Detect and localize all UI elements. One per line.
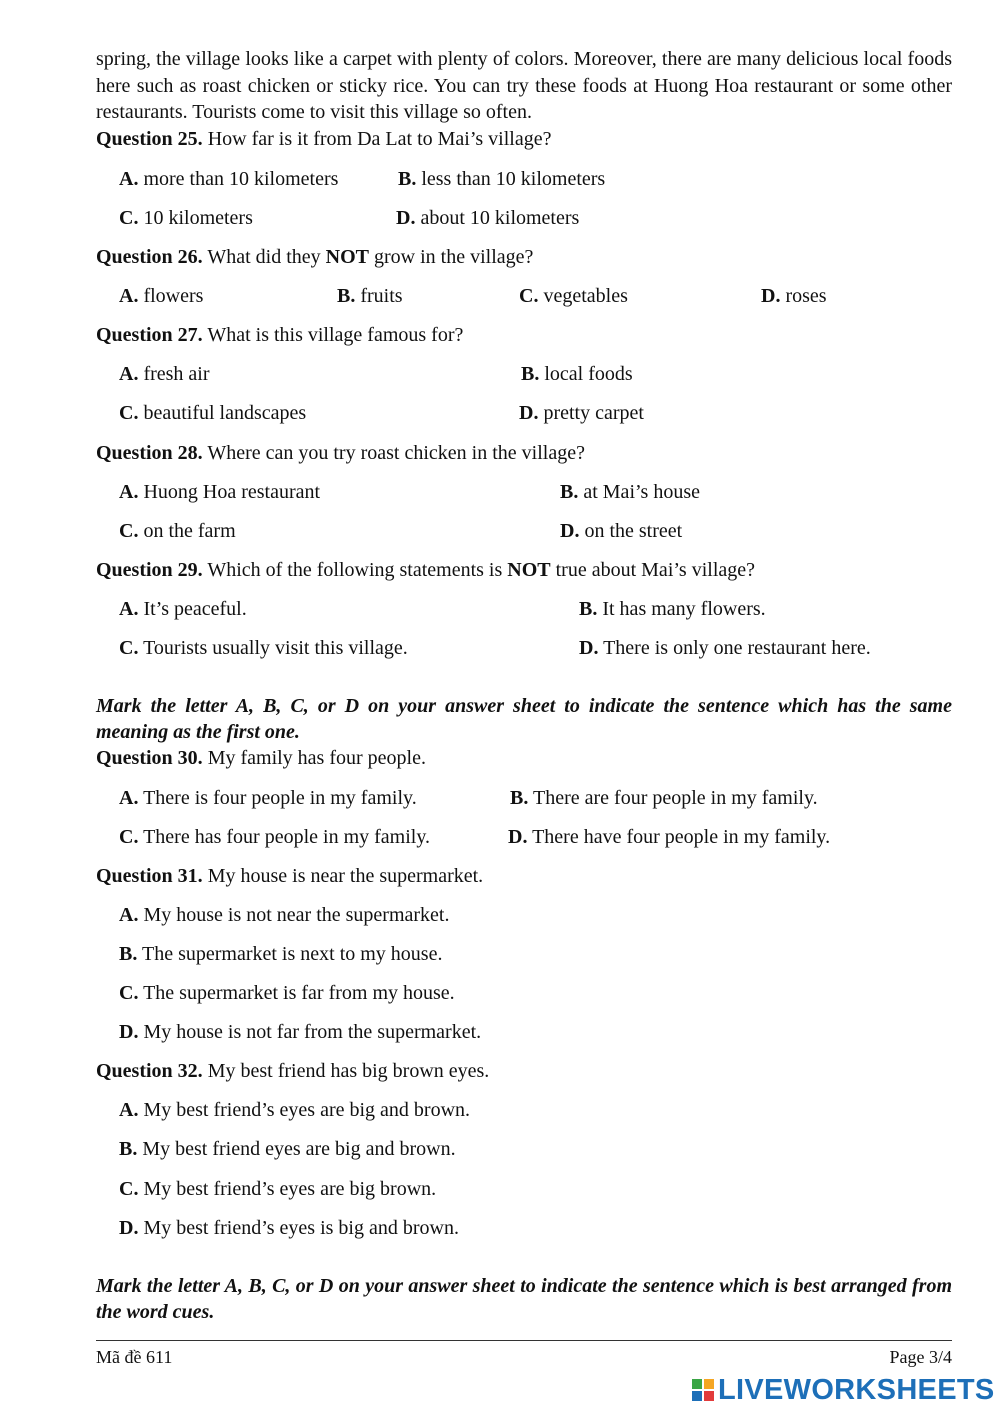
q25-option-d[interactable] <box>396 205 579 231</box>
section-instruction: Mark the letter A, B, C, or D on your answer sheet to indicate the sentence which is best arranged from the word cues. <box>96 1275 952 1323</box>
q29-option-c[interactable] <box>119 635 408 661</box>
option-letter: D. <box>396 207 416 229</box>
question-30 <box>96 745 426 771</box>
option-letter: B. <box>521 363 540 385</box>
question-27 <box>96 322 463 348</box>
option-letter: C. <box>119 1178 139 1200</box>
q28-option-c[interactable] <box>119 518 236 544</box>
option-letter: C. <box>119 520 139 542</box>
option-text: 10 kilometers <box>138 207 253 229</box>
question-28 <box>96 440 585 466</box>
q26-option-d[interactable] <box>761 283 827 309</box>
q27-option-a[interactable] <box>119 361 210 387</box>
q27-option-c[interactable] <box>119 400 306 426</box>
option-text: My best friend’s eyes are big brown. <box>138 1178 437 1200</box>
option-text: on the farm <box>138 520 236 542</box>
q31-option-b[interactable] <box>119 941 442 967</box>
question-label: Question 27. <box>96 324 203 346</box>
q32-option-d[interactable] <box>119 1215 459 1241</box>
option-text: My best friend’s eyes is big and brown. <box>138 1217 459 1239</box>
option-letter: B. <box>579 598 598 620</box>
option-letter: A. <box>119 363 139 385</box>
question-text: What is this village famous for? <box>202 324 464 346</box>
q28-option-a[interactable] <box>119 479 320 505</box>
option-text: pretty carpet <box>538 402 644 424</box>
question-label: Question 26. <box>96 246 203 268</box>
option-letter: D. <box>761 285 781 307</box>
logo-text: LIVEWORKSHEETS <box>718 1373 995 1406</box>
option-text: beautiful landscapes <box>138 402 307 424</box>
page-number: Page 3/4 <box>889 1347 952 1367</box>
option-text: vegetables <box>538 285 628 307</box>
option-text: Tourists usually visit this village. <box>138 637 408 659</box>
q26-option-a[interactable] <box>119 283 203 309</box>
question-emphasis: NOT <box>325 246 369 268</box>
option-text: local foods <box>539 363 633 385</box>
q26-option-c[interactable] <box>519 283 628 309</box>
q25-option-c[interactable] <box>119 205 253 231</box>
option-text: It has many flowers. <box>597 598 766 620</box>
option-letter: B. <box>510 787 529 809</box>
option-letter: D. <box>119 1021 139 1043</box>
option-text: There have four people in my family. <box>527 826 831 848</box>
option-text: It’s peaceful. <box>138 598 247 620</box>
option-letter: A. <box>119 598 139 620</box>
q32-option-c[interactable] <box>119 1176 436 1202</box>
question-text: What did they <box>202 246 326 268</box>
option-text: The supermarket is next to my house. <box>137 943 443 965</box>
option-text: There is four people in my family. <box>138 787 417 809</box>
footer-divider <box>96 1340 952 1341</box>
q29-option-d[interactable] <box>579 635 871 661</box>
option-text: There is only one restaurant here. <box>598 637 871 659</box>
question-31 <box>96 863 483 889</box>
option-letter: A. <box>119 1099 139 1121</box>
q29-option-b[interactable] <box>579 596 766 622</box>
option-text: on the street <box>579 520 683 542</box>
question-text: My house is near the supermarket. <box>202 865 484 887</box>
q31-option-a[interactable] <box>119 902 450 928</box>
option-text: My house is not far from the supermarket. <box>138 1021 482 1043</box>
option-text: flowers <box>138 285 204 307</box>
q30-option-d[interactable] <box>508 824 830 850</box>
logo-square <box>692 1379 702 1389</box>
question-text: Where can you try roast chicken in the village? <box>202 442 585 464</box>
liveworksheets-logo[interactable] <box>692 1374 995 1406</box>
option-letter: B. <box>398 168 417 190</box>
option-text: roses <box>780 285 827 307</box>
question-label: Question 31. <box>96 865 203 887</box>
option-letter: C. <box>119 207 139 229</box>
q28-option-b[interactable] <box>560 479 700 505</box>
option-text: There are four people in my family. <box>528 787 818 809</box>
option-letter: B. <box>337 285 356 307</box>
option-letter: A. <box>119 787 139 809</box>
q31-option-c[interactable] <box>119 980 455 1006</box>
option-text: The supermarket is far from my house. <box>138 982 455 1004</box>
q32-option-a[interactable] <box>119 1097 470 1123</box>
option-letter: B. <box>119 1138 138 1160</box>
option-text: about 10 kilometers <box>415 207 580 229</box>
option-text: There has four people in my family. <box>138 826 431 848</box>
option-letter: C. <box>119 402 139 424</box>
passage-paragraph: spring, the village looks like a carpet with plenty of colors. Moreover, there are many delicious local foods here such as roast chicken or sticky rice. You can try these foods at Huong Hoa restaurant or some other restaurants. Tourists come to visit this village so often. <box>96 48 952 123</box>
logo-square <box>692 1391 702 1401</box>
q30-option-c[interactable] <box>119 824 430 850</box>
option-letter: B. <box>119 943 138 965</box>
question-text: true about Mai’s village? <box>550 559 756 581</box>
q31-option-d[interactable] <box>119 1019 481 1045</box>
q26-option-b[interactable] <box>337 283 403 309</box>
option-text: Huong Hoa restaurant <box>138 481 321 503</box>
option-text: fruits <box>355 285 403 307</box>
option-letter: C. <box>119 826 139 848</box>
q30-option-a[interactable] <box>119 785 417 811</box>
q28-option-d[interactable] <box>560 518 682 544</box>
question-label: Question 28. <box>96 442 203 464</box>
question-26 <box>96 244 533 270</box>
question-25 <box>96 126 552 152</box>
option-letter: C. <box>119 637 139 659</box>
option-letter: A. <box>119 285 139 307</box>
option-letter: A. <box>119 168 139 190</box>
exam-code: Mã đề 611 <box>96 1347 173 1367</box>
option-text: less than 10 kilometers <box>416 168 606 190</box>
option-text: fresh air <box>138 363 210 385</box>
q30-option-b[interactable] <box>510 785 818 811</box>
option-letter: A. <box>119 481 139 503</box>
question-text: My family has four people. <box>202 747 426 769</box>
question-label: Question 30. <box>96 747 203 769</box>
question-text: My best friend has big brown eyes. <box>202 1060 490 1082</box>
option-letter: D. <box>560 520 580 542</box>
q25-option-b[interactable] <box>398 166 605 192</box>
question-emphasis: NOT <box>507 559 551 581</box>
option-text: My best friend’s eyes are big and brown. <box>138 1099 471 1121</box>
option-text: My house is not near the supermarket. <box>138 904 450 926</box>
section-instruction: Mark the letter A, B, C, or D on your answer sheet to indicate the sentence which has the same meaning as the first one. <box>96 695 952 743</box>
option-letter: D. <box>119 1217 139 1239</box>
question-32 <box>96 1058 489 1084</box>
question-29 <box>96 557 755 583</box>
option-text: more than 10 kilometers <box>138 168 339 190</box>
q27-option-d[interactable] <box>519 400 644 426</box>
option-letter: C. <box>519 285 539 307</box>
option-letter: D. <box>508 826 528 848</box>
option-letter: B. <box>560 481 579 503</box>
option-text: My best friend eyes are big and brown. <box>137 1138 456 1160</box>
q32-option-b[interactable] <box>119 1136 456 1162</box>
question-label: Question 29. <box>96 559 203 581</box>
option-letter: A. <box>119 904 139 926</box>
logo-square <box>704 1391 714 1401</box>
q27-option-b[interactable] <box>521 361 633 387</box>
q25-option-a[interactable] <box>119 166 338 192</box>
question-label: Question 25. <box>96 128 203 150</box>
logo-grid-icon <box>692 1379 714 1401</box>
option-text: at Mai’s house <box>578 481 700 503</box>
question-label: Question 32. <box>96 1060 203 1082</box>
question-text: grow in the village? <box>368 246 534 268</box>
option-letter: D. <box>519 402 539 424</box>
question-text: How far is it from Da Lat to Mai’s village? <box>202 128 552 150</box>
q29-option-a[interactable] <box>119 596 247 622</box>
option-letter: D. <box>579 637 599 659</box>
logo-square <box>704 1379 714 1389</box>
option-letter: C. <box>119 982 139 1004</box>
question-text: Which of the following statements is <box>202 559 508 581</box>
